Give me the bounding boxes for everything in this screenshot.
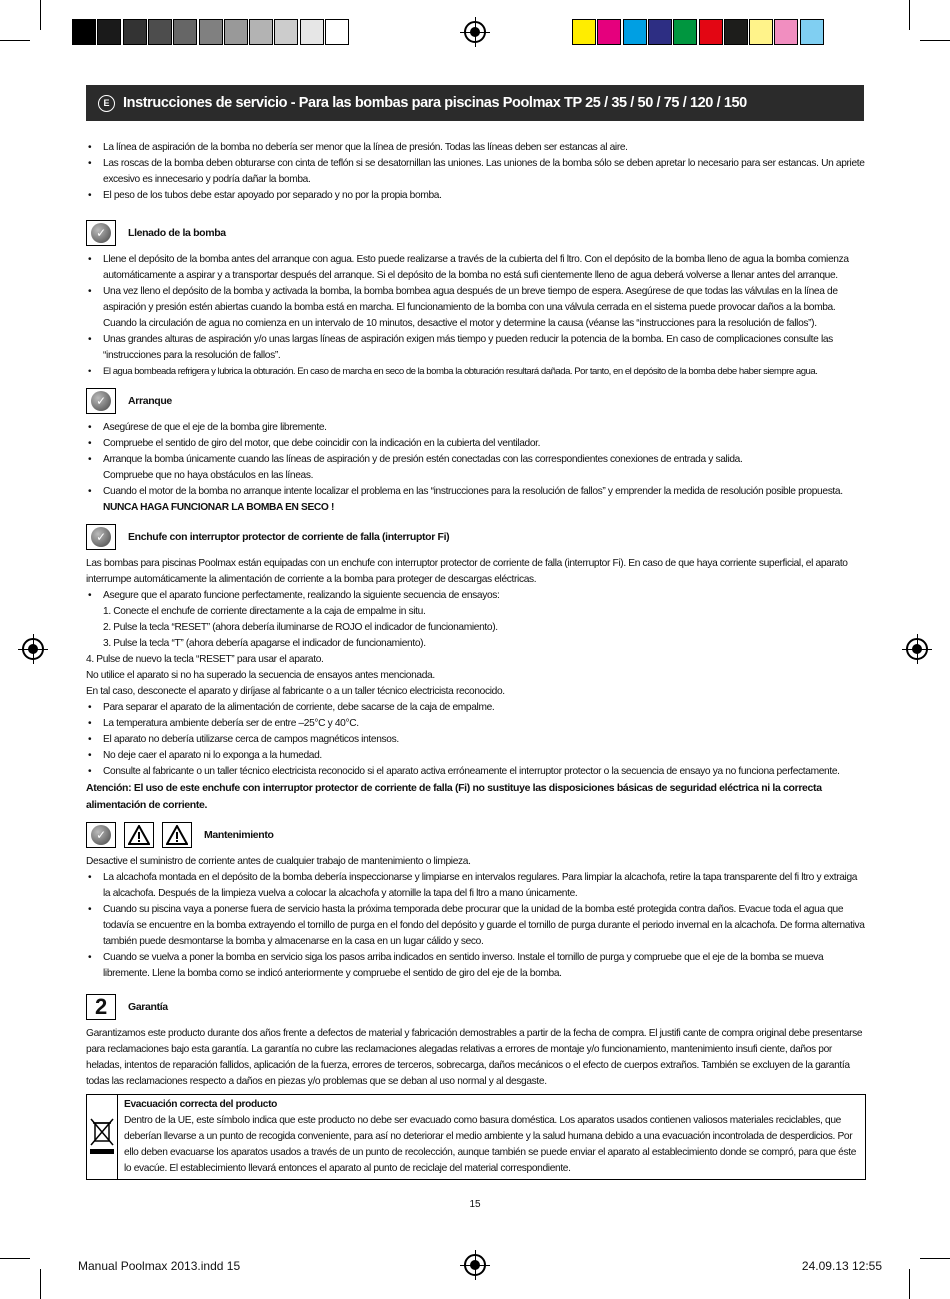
arranque-list — [86, 420, 866, 500]
section-header-llenado — [86, 218, 866, 248]
color-swatch — [623, 19, 647, 45]
footer-filename: Manual Poolmax 2013.indd 15 — [78, 1259, 241, 1273]
tool-icon: ✓ — [86, 388, 116, 414]
intro-list — [86, 140, 866, 204]
color-swatch — [800, 19, 824, 45]
warning-icon — [124, 822, 154, 848]
list-item: • La alcachofa montada en el depósito de la bomba debería inspeccionarse y limpiarse en intervalos regulares. Para limpiar la alcachofa, retire la tapa transparente del fi ltro y extraiga la alcachofa. Después de la limpieza vuelva a colocar la alcachofa y atornille la tapa del fi ltro a mano únicamente. — [86, 870, 866, 902]
title-bar — [86, 85, 864, 121]
attention-note: Atención: El uso de este enchufe con interruptor protector de corriente de falla (Fi) no sustituye las disposiciones básicas de seguridad eléctrica ni la correcta alimentación de corriente. — [86, 782, 822, 811]
footer-timestamp: 24.09.13 12:55 — [801, 1259, 882, 1273]
enchufe-list — [86, 700, 866, 780]
paragraph: Desactive el suministro de corriente antes de cualquier trabajo de mantenimiento o limpieza. — [86, 856, 471, 867]
color-swatch — [648, 19, 672, 45]
registration-mark-icon — [22, 638, 44, 660]
color-swatch — [148, 19, 172, 45]
disposal-text: Dentro de la UE, este símbolo indica que este producto no debe ser evacuado como basura doméstica. Los aparatos usados contienen valiosos materiales reciclables, que deberían llevarse a un punto de recogida conveniente, para así no deteriorar el medio ambiente y la salud humana debido a una evacuación incontrolada de desperdicios. Por ello deben evacuarse los aparatos usados a través de un punto de recolección, aunque también se puede enviar el aparato al establecimiento donde se compró, para que éste lo evacúe. El establecimiento llevará entonces el aparato al punto de reciclaje del material correspondiente. — [124, 1115, 857, 1174]
step: 2. Pulse la tecla “RESET” (ahora debería iluminarse de ROJO el indicador de funcionamiento). — [103, 622, 498, 633]
color-swatch — [774, 19, 798, 45]
section-header-enchufe — [86, 522, 866, 552]
color-swatch — [597, 19, 621, 45]
section-title: Llenado de la bomba — [128, 227, 226, 239]
page-title: Instrucciones de servicio - Para las bombas para piscinas Poolmax TP 25 / 35 / 50 / 75 / 120 / 150 — [123, 95, 747, 111]
tool-icon: ✓ — [86, 822, 116, 848]
section-header-garantia — [86, 992, 866, 1022]
step: 4. Pulse de nuevo la tecla “RESET” para usar el aparato. — [86, 654, 324, 665]
list-item: • Asegúrese de que el eje de la bomba gire libremente. — [86, 420, 866, 436]
list-item: • Las roscas de la bomba deben obturarse con cinta de teflón si se desatornillan las uniones. Las uniones de la bomba sólo se deben apretar lo necesario para ser estancas. Un apriete excesivo es innecesario y podría dañar la bomba. — [86, 156, 866, 188]
disposal-title: Evacuación correcta del producto — [124, 1099, 277, 1110]
color-swatch — [123, 19, 147, 45]
list-item: • El aparato no debería utilizarse cerca de campos magnéticos intensos. — [86, 732, 866, 748]
page-number: 15 — [469, 1199, 481, 1210]
language-badge: E — [98, 95, 115, 112]
section-header-mantenimiento — [86, 820, 866, 850]
list-item: • No deje caer el aparato ni lo exponga a la humedad. — [86, 748, 866, 764]
section-title: Mantenimiento — [204, 829, 274, 841]
step: 1. Conecte el enchufe de corriente directamente a la caja de empalme in situ. — [103, 606, 426, 617]
list-item: • Asegure que el aparato funcione perfectamente, realizando la siguiente secuencia de ensayos: — [86, 588, 866, 604]
section-title: Garantía — [128, 1001, 168, 1013]
step: 3. Pulse la tecla “T” (ahora debería apagarse el indicador de funcionamiento). — [103, 638, 426, 649]
list-item: • Unas grandes alturas de aspiración y/o unas largas líneas de aspiración exigen más tiempo y pueden reducir la potencia de la bomba. En caso de complicaciones consulte las “instrucciones para la resolución de fallos”. — [86, 332, 866, 364]
list-item: • Consulte al fabricante o un taller técnico electricista reconocido si el aparato activa erróneamente el interruptor protector o la secuencia de ensayo ya no funciona perfectamente. — [86, 764, 866, 780]
paragraph: Las bombas para piscinas Poolmax están equipadas con un enchufe con interruptor protector de corriente de falla (interruptor Fi). En caso de que haya corriente superficial, el aparato interrumpe automáticamente la alimentación de corriente a la bomba para proteger de descargas eléctricas. — [86, 558, 848, 585]
warranty-text: Garantizamos este producto durante dos años frente a defectos de material y fabricación demostrables a partir de la fecha de compra. El justifi cante de compra original debe presentarse para reclamaciones bajo esta garantía. La garantía no cubre las reclamaciones alegadas relativas a errores de montaje y/o funcionamiento, mantenimiento insufi ciente, daños por heladas, intentos de reparación fallidos, aplicación de la fuerza, errores de terceros, sobrecarga, daños mecánicos o el efecto de cuerpos extraños. También se excluyen de la garantía todas las reclamaciones respecto a daños en piezas y/o problemas que se deban al uso normal y al desgaste. — [86, 1028, 863, 1087]
section-header-arranque — [86, 386, 866, 416]
main-content — [86, 140, 866, 1180]
list-item: • La temperatura ambiente debería ser de entre –25°C y 40°C. — [86, 716, 866, 732]
color-swatch — [673, 19, 697, 45]
crop-mark — [909, 0, 910, 30]
list-item: • Llene el depósito de la bomba antes del arranque con agua. Esto puede realizarse a través de la cubierta del fi ltro. Con el depósito de la bomba lleno de agua la bomba comienza automáticamente a aspirar y a transportar después del arranque. Si el depósito de la bomba no está sufi cientemente lleno de agua deberá volverse a llenar antes del arranque. — [86, 252, 866, 284]
crop-mark — [0, 1258, 30, 1259]
crop-mark — [920, 1258, 950, 1259]
color-swatch — [300, 19, 324, 45]
tool-icon: ✓ — [86, 220, 116, 246]
color-swatch — [724, 19, 748, 45]
mantenimiento-list — [86, 870, 866, 982]
color-swatch — [199, 19, 223, 45]
warning-icon — [162, 822, 192, 848]
color-swatch — [572, 19, 596, 45]
list-item: • Cuando su piscina vaya a ponerse fuera de servicio hasta la próxima temporada debe procurar que la unidad de la bomba esté protegida contra daños. Evacue toda el agua que todavía se encuentre en la bomba extrayendo el tornillo de purga en el fondo del depósito y guarde el tornillo de purga durante el periodo invernal en la alcachofa. De forma alternativa también puede desmontarse la bomba y almacenarse en la casa en un lugar cálido y seco. — [86, 902, 866, 950]
crossed-bin-icon — [87, 1095, 118, 1179]
crop-mark — [40, 1269, 41, 1299]
color-swatch — [72, 19, 96, 45]
list-item: • Compruebe el sentido de giro del motor, que debe coincidir con la indicación en la cubierta del ventilador. — [86, 436, 866, 452]
number-two-icon: 2 — [86, 994, 116, 1020]
registration-mark-icon — [464, 1254, 486, 1276]
color-swatch — [325, 19, 349, 45]
list-item: • Cuando el motor de la bomba no arranque intente localizar el problema en las “instrucciones para la resolución de fallos” y emprender la medida de resolución posible propuesta. — [86, 484, 866, 500]
tool-icon: ✓ — [86, 524, 116, 550]
disposal-box — [86, 1094, 866, 1180]
color-swatch — [274, 19, 298, 45]
dry-run-warning: NUNCA HAGA FUNCIONAR LA BOMBA EN SECO ! — [103, 502, 335, 513]
crop-mark — [909, 1269, 910, 1299]
list-item: • El agua bombeada refrigera y lubrica la obturación. En caso de marcha en seco de la bomba la obturación resultará dañada. Por tanto, en el depósito de la bomba debe haber siempre agua. — [86, 364, 866, 380]
paragraph: No utilice el aparato si no ha superado la secuencia de ensayos antes mencionada. — [86, 670, 435, 681]
list-item: • El peso de los tubos debe estar apoyado por separado y no por la propia bomba. — [86, 188, 866, 204]
llenado-list — [86, 252, 866, 380]
color-swatch — [173, 19, 197, 45]
list-item: • Cuando se vuelva a poner la bomba en servicio siga los pasos arriba indicados en sentido inverso. Instale el tornillo de purga y compruebe que el eje de la bomba se mueva libremente. Llene la bomba como se indicó anteriormente y compruebe el sentido de giro del eje de la bomba. — [86, 950, 866, 982]
crop-mark — [0, 40, 30, 41]
list-item: • Para separar el aparato de la alimentación de corriente, debe sacarse de la caja de empalme. — [86, 700, 866, 716]
section-title: Arranque — [128, 395, 172, 407]
list-item: • Arranque la bomba únicamente cuando las líneas de aspiración y de presión estén conectadas con las correspondientes conexiones de entrada y salida. Compruebe que no haya obstáculos en las líneas. — [86, 452, 866, 484]
list-item: • La línea de aspiración de la bomba no debería ser menor que la línea de presión. Todas las líneas deben ser estancas al aire. — [86, 140, 866, 156]
color-swatch — [749, 19, 773, 45]
color-swatch — [699, 19, 723, 45]
color-swatch — [224, 19, 248, 45]
crop-mark — [920, 40, 950, 41]
color-swatch — [97, 19, 121, 45]
list-item: • Una vez lleno el depósito de la bomba y activada la bomba, la bomba bombea agua después de un breve tiempo de espera. Asegúrese de que todas las válvulas en la línea de aspiración y presión estén abiertas cuando la bomba está en marcha. El funcionamiento de la bomba con una válvula cerrada en el sistema puede provocar daños a la bomba. Cuando la circulación de agua no comienza en un intervalo de 10 minutos, desactive el motor y determine la causa (véanse las “instrucciones para la resolución de fallos”). — [86, 284, 866, 332]
color-swatch — [249, 19, 273, 45]
crop-mark — [40, 0, 41, 30]
registration-mark-icon — [464, 21, 486, 43]
section-title: Enchufe con interruptor protector de corriente de falla (interruptor Fi) — [128, 531, 450, 543]
registration-mark-icon — [906, 638, 928, 660]
enchufe-test-list — [86, 588, 866, 604]
paragraph: En tal caso, desconecte el aparato y diríjase al fabricante o a un taller técnico electricista reconocido. — [86, 686, 505, 697]
